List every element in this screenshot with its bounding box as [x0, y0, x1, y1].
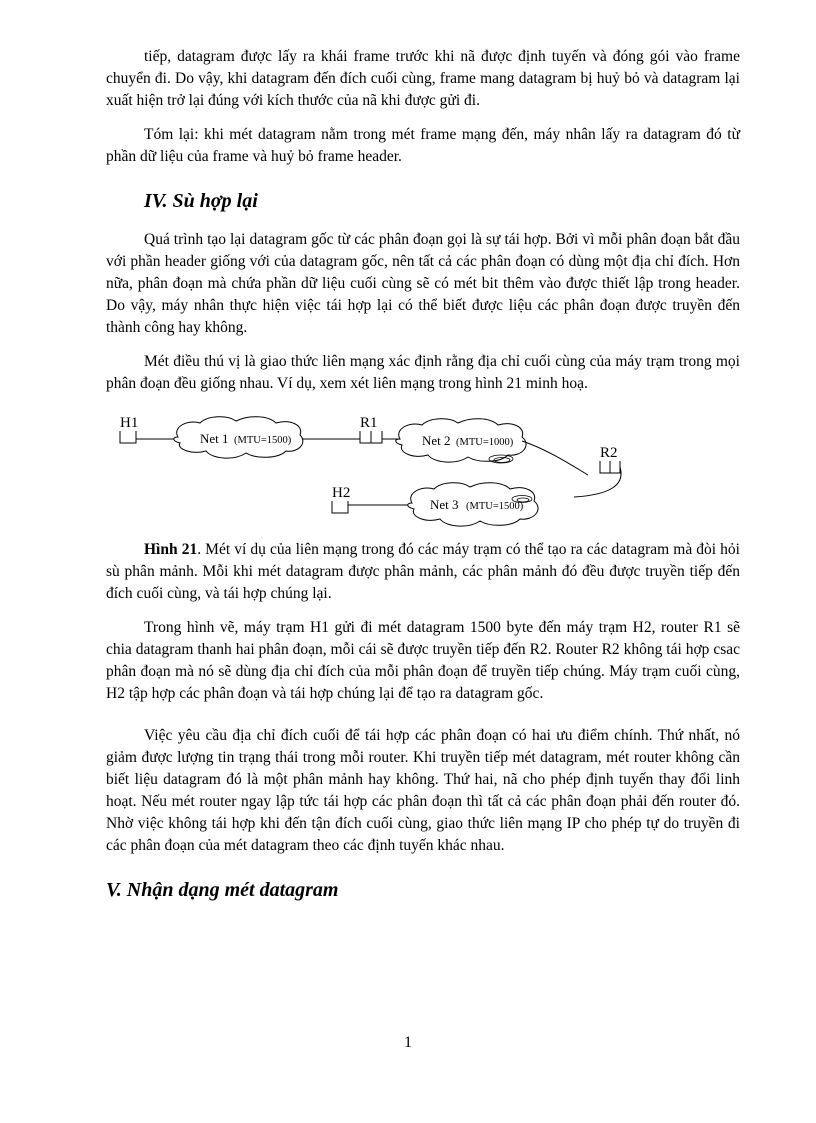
- paragraph-3: Quá trình tạo lại datagram gốc từ các phân đoạn gọi là sự tái hợp. Bởi vì mỗi phân đoạn bắt đầu với phần header giống với của datagram gốc, nên tất cả các phân đoạn có dùng một địa chỉ đích. Hơn nữa, phân đoạn mà chứa phần dữ liệu cuối cùng sẽ có mét bit thêm vào được thiết lập trong header. Do vậy, máy nhân thực hiện việc tái hợp lại có thể biết được liệu các phân đoạn được truyền đến thành công hay không.: [106, 231, 740, 336]
- label-r2: R2: [600, 445, 618, 461]
- paragraph-2: Tóm lại: khi mét datagram nằm trong mét frame mạng đến, máy nhân lấy ra datagram đó từ phần dữ liệu của frame và huỷ bỏ frame header.: [106, 126, 740, 165]
- document-page: [106, 46, 740, 902]
- figure-caption: [106, 539, 740, 605]
- link-r2-net3: [574, 467, 621, 497]
- net2-name: Net 2: [422, 433, 451, 448]
- net3-name: Net 3: [430, 497, 459, 512]
- label-h2: H2: [332, 485, 351, 501]
- host-h2-icon: [332, 501, 348, 513]
- label-r1: R1: [360, 415, 378, 431]
- network-diagram: [106, 415, 740, 533]
- caption-text: . Mét ví dụ của liên mạng trong đó các máy trạm có thể tạo ra các datagram mà đòi hỏi sù phân mảnh. Mỗi khi mét datagram được phân mảnh, các phân mảnh đó đều được truyền tiếp đến đích cuối cùng, và tái hợp chúng lại.: [106, 541, 740, 602]
- paragraph-4: Mét điều thú vị là giao thức liên mạng xác định rằng địa chỉ cuối cùng của máy trạm trong mọi phân đoạn đều giống nhau. Ví dụ, xem xét liên mạng trong hình 21 minh hoạ.: [106, 353, 740, 392]
- label-h1: H1: [120, 415, 139, 431]
- router-r1-icon: [360, 431, 382, 443]
- router-r2-icon: [600, 461, 620, 473]
- paragraph-5: Trong hình vẽ, máy trạm H1 gửi đi mét datagram 1500 byte đến máy trạm H2, router R1 sẽ chia datagram thanh hai phân đoạn, mỗi cái sẽ được truyền tiếp đến R2. Router R2 không tái hợp csac phân đoạn mà nó sẽ dùng địa chỉ đích của mỗi phân đoạn để truyền tiếp chúng. Máy trạm cuối cùng, H2 tập hợp các phân đoạn và tái hợp chúng lại để tạo ra datagram gốc.: [106, 619, 740, 702]
- network-figure: [106, 415, 740, 533]
- link-net2-r2: [522, 441, 588, 475]
- section-heading-v: V. Nhận dạng mét datagram: [106, 879, 339, 901]
- net2-mtu: (MTU=1000): [456, 437, 514, 448]
- section-heading-iv: IV. Sù hợp lại: [144, 190, 258, 212]
- net1-name: Net 1: [200, 431, 229, 446]
- net3-mtu: (MTU=1500): [466, 501, 524, 512]
- net1-mtu: (MTU=1500): [234, 435, 292, 446]
- page-number: 1: [404, 1034, 412, 1051]
- paragraph-1: tiếp, datagram được lấy ra khái frame trước khi nã được định tuyến và đóng gói vào frame chuyển đi. Do vậy, khi datagram đến đích cuối cùng, frame mang datagram bị huỷ bỏ và datagram lại xuất hiện trở lại đúng với kích thước của nã khi được gửi đi.: [106, 48, 740, 109]
- host-h1-icon: [120, 431, 136, 443]
- paragraph-6: Việc yêu cầu địa chỉ đích cuối để tái hợp các phân đoạn có hai ưu điểm chính. Thứ nhất, nó giảm được lượng tin trạng thái trong mỗi router. Khi truyền tiếp mét datagram, mét router không cần biết liệu datagram đó là một phân mảnh hay không. Thứ hai, nã cho phép định tuyến thay đổi linh hoạt. Nếu mét router ngay lập tức tái hợp các phân đoạn thì tất cả các phân đoạn phải đến router đó. Nhờ việc không tái hợp khi đến tận đích cuối cùng, giao thức liên mạng IP cho phép tự do truyền đi các phân đoạn của mét datagram theo các định tuyến khác nhau.: [106, 727, 740, 854]
- caption-label: Hình 21: [144, 541, 198, 558]
